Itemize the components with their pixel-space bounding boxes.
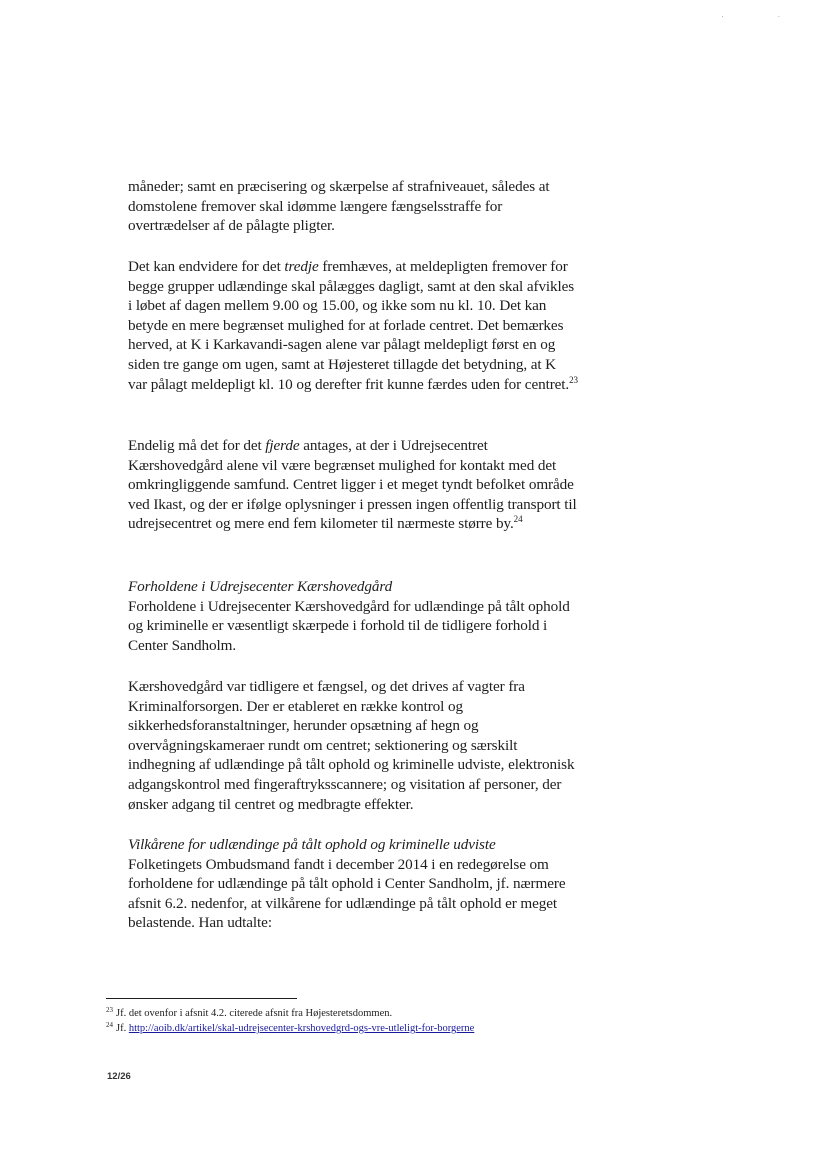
paragraph-1-text: måneder; samt en præcisering og skærpelse af strafniveauet, således at domstolene fremover skal idømme længere fængselsstraffe for overtrædelser af de pålagte pligter.: [128, 178, 550, 235]
section-conditions: [128, 577, 578, 655]
paragraph-1: [128, 177, 578, 236]
paragraph-facility-text: Kærshovedgård var tidligere et fængsel, og det drives af vagter fra Kriminalforsorgen. Der er etableret en række kontrol og sikkerhedsforanstaltninger, herunder opsætning af hegn og overvågningskameraer rundt om centret; sektionering og særskilt indhegning af udlændinge på tålt ophold og kriminelle udviste, elektronisk adgangskontrol med fingeraftryksscannere; og visitation af personer, der ønsker adgang til centret og medbragte effekter.: [128, 678, 575, 813]
section-heading-terms: Vilkårene for udlændinge på tålt ophold og kriminelle udviste: [128, 836, 496, 853]
footnote-23: [106, 1007, 392, 1020]
paragraph-2-start: Det kan endvidere for det: [128, 258, 285, 275]
footnote-24-link[interactable]: http://aoib.dk/artikel/skal-udrejsecenter-krshovedgrd-ogs-vre-utleligt-for-borgerne: [128, 1023, 475, 1034]
footnote-24-prefix: Jf.: [116, 1023, 129, 1034]
page-number: 12/26: [107, 1071, 131, 1082]
footnote-23-text: Jf. det ovenfor i afsnit 4.2. citerede afsnit fra Højesteretsdommen.: [116, 1008, 393, 1019]
paragraph-3-rest: antages, at der i Udrejsecentret Kærshovedgård alene vil være begrænset mulighed for kontakt med det omkringliggende samfund. Centret ligger i et meget tyndt befolket område ved Ikast, og der er ifølge oplysninger i pressen ingen offentlig transport til udrejsecentret og mere end fem kilometer til nærmeste større by.: [128, 437, 577, 533]
section-conditions-text: Forholdene i Udrejsecenter Kærshovedgård for udlændinge på tålt ophold og kriminelle er væsentligt skærpede i forhold til de tidligere forhold i Center Sandholm.: [128, 597, 570, 654]
footnote-24-number: 24: [106, 1021, 113, 1029]
section-terms-text: Folketingets Ombudsmand fandt i december 2014 i en redegørelse om forholdene for udlændinge på tålt ophold i Center Sandholm, jf. nærmere afsnit 6.2. nedenfor, at vilkårene for udlændinge på tålt ophold er meget belastende. Han udtalte:: [128, 855, 566, 932]
footnote-23-number: 23: [106, 1006, 113, 1014]
section-heading-conditions: Forholdene i Udrejsecenter Kærshovedgård: [128, 578, 393, 595]
footnote-ref-24[interactable]: 24: [513, 514, 523, 525]
paragraph-2-rest: fremhæves, at meldepligten fremover for begge grupper udlændinge skal pålægges dagligt, samt at den skal afvikles i løbet af dagen mellem 9.00 og 15.00, og ikke som nu kl. 10. Det kan betyde en mere begrænset mulighed for at forlade centret. Det bemærkes herved, at K i Karkavandi-sagen alene var pålagt meldepligt først en og siden tre gange om ugen, samt at Højesteret tillagde det betydning, at K var pålagt meldepligt kl. 10 og derefter frit kunne færdes uden for centret.: [128, 258, 575, 393]
paragraph-2-emphasis: tredje: [284, 258, 319, 275]
paragraph-3-emphasis: fjerde: [265, 437, 300, 454]
paragraph-facility: [128, 677, 578, 814]
footnote-24: [106, 1022, 474, 1035]
footnote-ref-23[interactable]: 23: [569, 374, 578, 385]
paragraph-3-start: Endelig må det for det: [128, 437, 266, 454]
paragraph-2: [128, 257, 578, 394]
footnote-divider: [106, 998, 297, 999]
paragraph-3: [128, 436, 578, 534]
section-terms: [128, 835, 578, 933]
scan-marks: . .: [721, 10, 806, 19]
